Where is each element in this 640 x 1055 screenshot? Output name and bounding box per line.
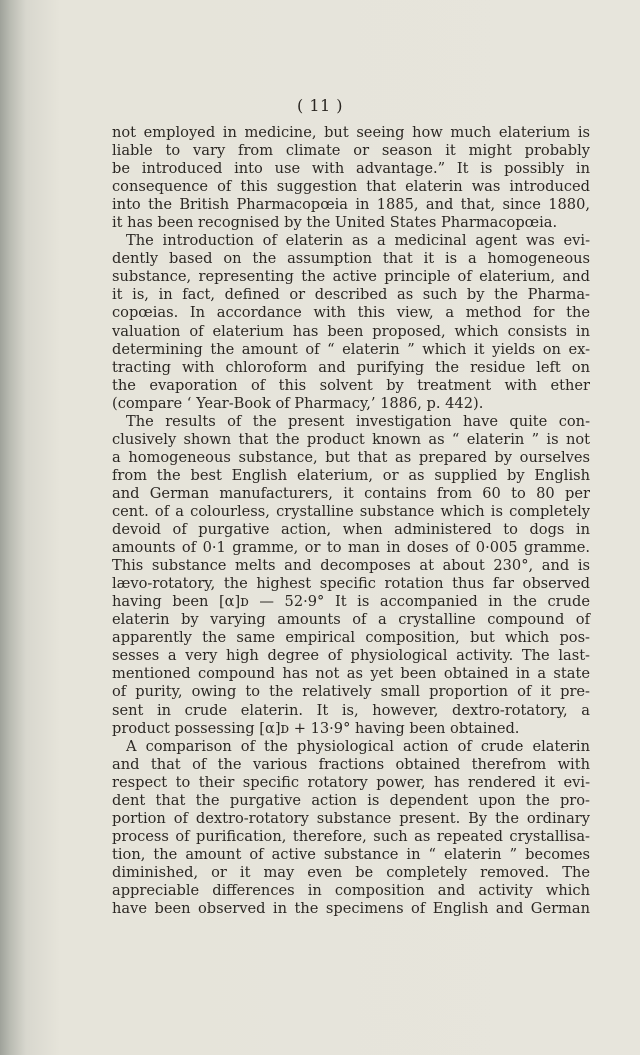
text-line: the evaporation of this solvent by treatment with ether: [112, 376, 590, 394]
text-line: cent. of a colourless, crystalline substance which is completely: [112, 502, 590, 520]
paragraph-1: [112, 124, 590, 232]
text-line: copœias. In accordance with this view, a method for the: [112, 304, 590, 322]
text-line: clusively shown that the product known as “ elaterin ” is not: [112, 430, 590, 448]
text-line: A comparison of the physiological action of crude elaterin: [126, 737, 590, 755]
text-line: liable to vary from climate or season it might probably: [112, 142, 590, 160]
text-line: product possessing [α]ᴅ + 13·9° having been obtained.: [112, 719, 520, 737]
text-line: from the best English elaterium, or as supplied by English: [112, 466, 590, 484]
text-line: devoid of purgative action, when administered to dogs in: [112, 521, 590, 539]
text-line: it is, in fact, defined or described as such by the Pharma-: [112, 286, 590, 304]
text-line: tion, the amount of active substance in “ elaterin ” becomes: [112, 845, 590, 863]
text-line: dent that the purgative action is dependent upon the pro-: [112, 791, 590, 809]
text-line: The introduction of elaterin as a medicinal agent was evi-: [126, 232, 590, 250]
text-line: tracting with chloroform and purifying the residue left on: [112, 358, 590, 376]
text-line: sesses a very high degree of physiological activity. The last-: [112, 647, 590, 665]
text-line: portion of dextro-rotatory substance present. By the ordinary: [112, 809, 590, 827]
text-line: be introduced into use with advantage.” It is possibly in: [112, 160, 590, 178]
text-line: determining the amount of “ elaterin ” which it yields on ex-: [112, 340, 590, 358]
text-line: of purity, owing to the relatively small proportion of it pre-: [112, 683, 590, 701]
text-line: dently based on the assumption that it is a homogeneous: [112, 250, 590, 268]
text-line: consequence of this suggestion that elaterin was introduced: [112, 178, 590, 196]
paragraph-4: [112, 738, 590, 918]
text-line: (compare ‘ Year-Book of Pharmacy,’ 1886, p. 442).: [112, 394, 484, 412]
text-line: diminished, or it may even be completely removed. The: [112, 863, 590, 881]
text-line: valuation of elaterium has been proposed, which consists in: [112, 322, 590, 340]
text-line: it has been recognised by the United States Pharmacopœia.: [112, 214, 558, 232]
text-line: respect to their specific rotatory power, has rendered it evi-: [112, 773, 590, 791]
text-line: mentioned compound has not as yet been obtained in a state: [112, 665, 590, 683]
paragraph-3: [112, 413, 590, 738]
body-text: [112, 124, 590, 918]
text-line: The results of the present investigation have quite con-: [126, 412, 590, 430]
page-number: ( 11 ): [296, 96, 343, 115]
text-line: appreciable differences in composition and activity which: [112, 881, 590, 899]
text-line: elaterin by varying amounts of a crystalline compound of: [112, 611, 590, 629]
text-line: have been observed in the specimens of English and German: [112, 900, 590, 918]
text-line: substance, representing the active principle of elaterium, and: [112, 268, 590, 286]
text-line: sent in crude elaterin. It is, however, dextro-rotatory, a: [112, 701, 590, 719]
text-line: This substance melts and decomposes at about 230°, and is: [112, 557, 590, 575]
text-line: lævo-rotatory, the highest specific rotation thus far observed: [112, 575, 590, 593]
paragraph-2: [112, 232, 590, 412]
text-line: and that of the various fractions obtained therefrom with: [112, 755, 590, 773]
text-line: amounts of 0·1 gramme, or to man in doses of 0·005 gramme.: [112, 539, 590, 557]
text-line: process of purification, therefore, such as repeated crystallisa-: [112, 827, 590, 845]
text-line: not employed in medicine, but seeing how much elaterium is: [112, 124, 590, 141]
text-line: having been [α]ᴅ — 52·9° It is accompanied in the crude: [112, 593, 590, 611]
text-line: apparently the same empirical composition, but which pos-: [112, 629, 590, 647]
text-line: into the British Pharmacopœia in 1885, and that, since 1880,: [112, 196, 590, 214]
text-line: a homogeneous substance, but that as prepared by ourselves: [112, 448, 590, 466]
text-line: and German manufacturers, it contains from 60 to 80 per: [112, 484, 590, 502]
